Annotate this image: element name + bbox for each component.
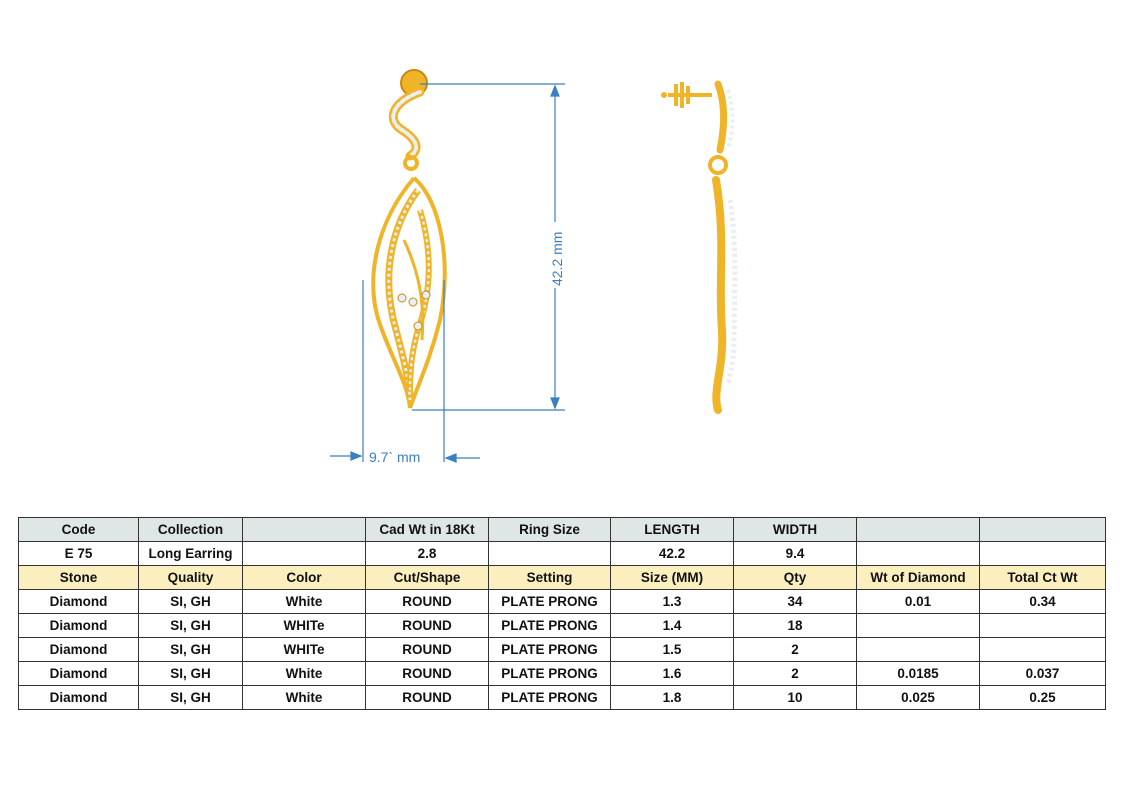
- table-cell: White: [243, 590, 366, 614]
- table-cell: PLATE PRONG: [489, 590, 611, 614]
- table-cell: Code: [19, 518, 139, 542]
- table-row: [19, 686, 1106, 710]
- table-cell: Diamond: [19, 686, 139, 710]
- table-cell: Qty: [734, 566, 857, 590]
- table-cell: Diamond: [19, 614, 139, 638]
- table-cell: 9.4: [734, 542, 857, 566]
- table-cell: 18: [734, 614, 857, 638]
- table-cell: [980, 638, 1106, 662]
- table-row: [19, 590, 1106, 614]
- table-cell: [489, 542, 611, 566]
- specification-table: [18, 517, 1106, 710]
- table-cell: Collection: [139, 518, 243, 542]
- table-cell: 0.25: [980, 686, 1106, 710]
- table-cell: 1.6: [611, 662, 734, 686]
- table-cell: Long Earring: [139, 542, 243, 566]
- table-cell: ROUND: [366, 686, 489, 710]
- table-cell: 0.01: [857, 590, 980, 614]
- table-row: [19, 566, 1106, 590]
- table-cell: Diamond: [19, 662, 139, 686]
- table-cell: 42.2: [611, 542, 734, 566]
- table-row: [19, 518, 1106, 542]
- table-cell: PLATE PRONG: [489, 662, 611, 686]
- table-cell: [980, 518, 1106, 542]
- table-cell: WHITe: [243, 638, 366, 662]
- table-cell: Setting: [489, 566, 611, 590]
- table-cell: Total Ct Wt: [980, 566, 1106, 590]
- table-cell: Diamond: [19, 638, 139, 662]
- table-cell: Quality: [139, 566, 243, 590]
- table-cell: SI, GH: [139, 686, 243, 710]
- table-cell: 34: [734, 590, 857, 614]
- earring-side-view: [661, 82, 735, 410]
- table-row: [19, 662, 1106, 686]
- table-cell: [857, 542, 980, 566]
- table-cell: Wt of Diamond: [857, 566, 980, 590]
- table-cell: PLATE PRONG: [489, 686, 611, 710]
- table-cell: 0.34: [980, 590, 1106, 614]
- table-cell: 1.4: [611, 614, 734, 638]
- table-cell: SI, GH: [139, 590, 243, 614]
- table-cell: PLATE PRONG: [489, 614, 611, 638]
- table-cell: Ring Size: [489, 518, 611, 542]
- table-cell: PLATE PRONG: [489, 638, 611, 662]
- table-cell: SI, GH: [139, 638, 243, 662]
- table-cell: Cut/Shape: [366, 566, 489, 590]
- specification-table-body: [19, 518, 1106, 710]
- table-cell: 2: [734, 662, 857, 686]
- table-cell: 1.5: [611, 638, 734, 662]
- table-cell: LENGTH: [611, 518, 734, 542]
- table-cell: White: [243, 686, 366, 710]
- table-cell: ROUND: [366, 614, 489, 638]
- table-cell: 1.8: [611, 686, 734, 710]
- table-cell: E 75: [19, 542, 139, 566]
- table-cell: [980, 614, 1106, 638]
- table-row: [19, 542, 1106, 566]
- table-cell: SI, GH: [139, 662, 243, 686]
- table-cell: 10: [734, 686, 857, 710]
- table-cell: 0.0185: [857, 662, 980, 686]
- table-cell: 2.8: [366, 542, 489, 566]
- table-cell: Cad Wt in 18Kt: [366, 518, 489, 542]
- table-cell: 1.3: [611, 590, 734, 614]
- table-cell: ROUND: [366, 590, 489, 614]
- dimension-lines: [330, 84, 565, 462]
- table-cell: Color: [243, 566, 366, 590]
- table-cell: 0.037: [980, 662, 1106, 686]
- table-cell: SI, GH: [139, 614, 243, 638]
- table-cell: [857, 638, 980, 662]
- table-cell: [857, 518, 980, 542]
- table-cell: WIDTH: [734, 518, 857, 542]
- table-row: [19, 638, 1106, 662]
- table-cell: ROUND: [366, 662, 489, 686]
- table-row: [19, 614, 1106, 638]
- height-dimension-label: 42.2 mm: [549, 231, 565, 286]
- table-cell: [980, 542, 1106, 566]
- table-cell: 0.025: [857, 686, 980, 710]
- earring-front-view: [373, 70, 444, 408]
- table-cell: 2: [734, 638, 857, 662]
- table-cell: WHITe: [243, 614, 366, 638]
- table-cell: [243, 518, 366, 542]
- table-cell: White: [243, 662, 366, 686]
- width-dimension-label: 9.7` mm: [369, 449, 421, 465]
- table-cell: Diamond: [19, 590, 139, 614]
- table-cell: [243, 542, 366, 566]
- table-cell: Stone: [19, 566, 139, 590]
- table-cell: [857, 614, 980, 638]
- table-cell: ROUND: [366, 638, 489, 662]
- table-cell: Size (MM): [611, 566, 734, 590]
